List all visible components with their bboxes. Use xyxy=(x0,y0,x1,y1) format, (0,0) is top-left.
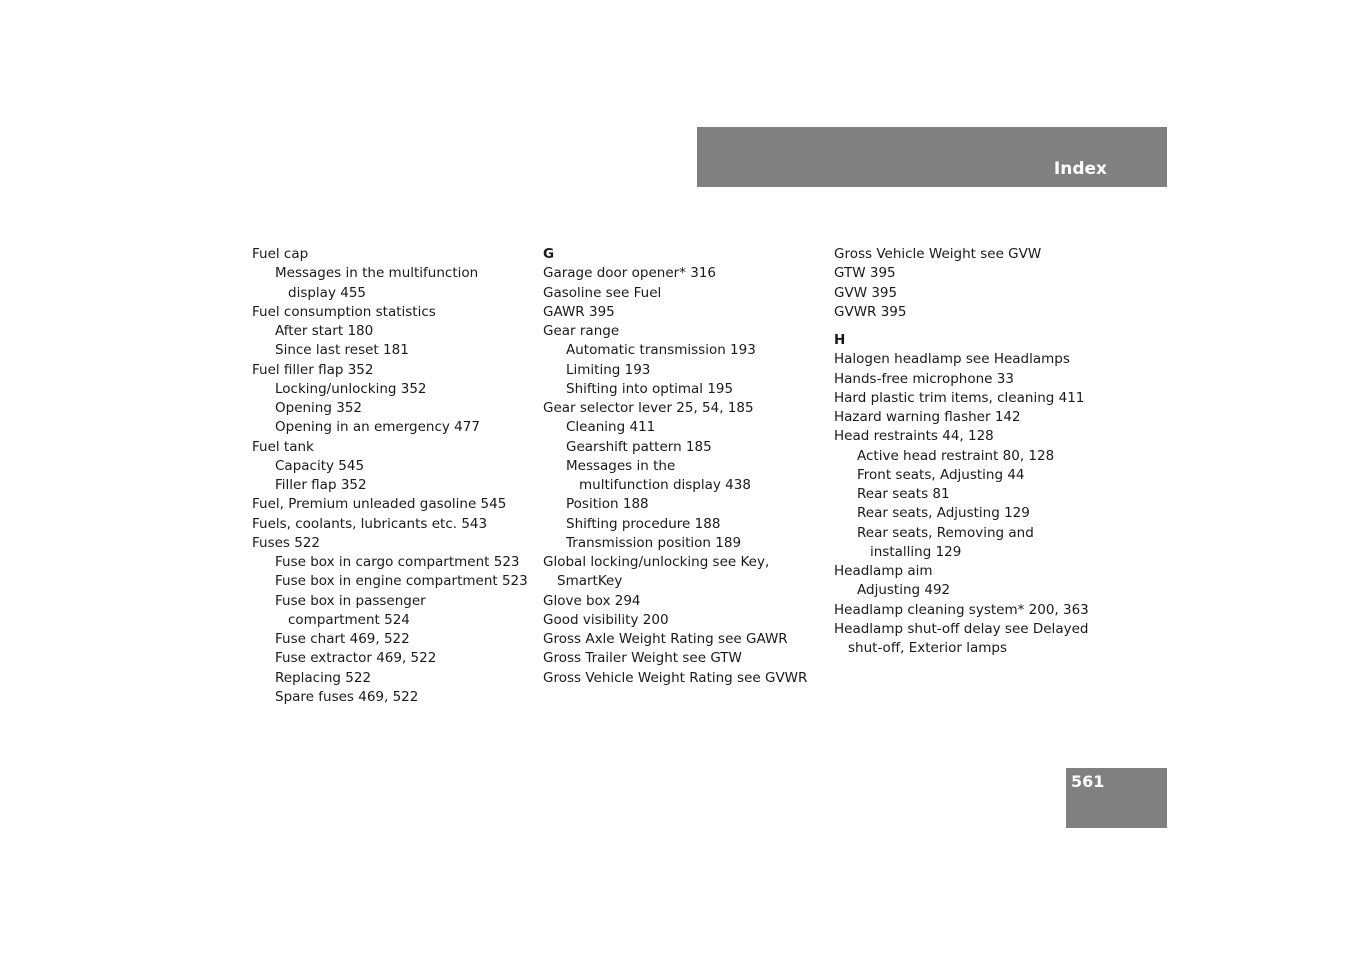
index-subentry: Fuse chart 469, 522 xyxy=(275,631,410,647)
index-entry: Gross Trailer Weight see GTW xyxy=(543,650,742,667)
index-entry: Fuel cap xyxy=(252,246,309,262)
index-subentry: Fuse extractor 469, 522 xyxy=(275,650,437,667)
index-subentry: Active head restraint 80, 128 xyxy=(857,447,1055,464)
index-entry: Gasoline see Fuel xyxy=(543,284,662,301)
index-entry-continuation: shut-off, Exterior lamps xyxy=(848,640,1008,656)
index-entry: Gear range xyxy=(543,323,620,339)
index-entry: Global locking/unlocking see Key, xyxy=(543,554,770,570)
index-subentry: Shifting into optimal 195 xyxy=(566,380,734,397)
index-subentry: Fuse box in engine compartment 523 xyxy=(275,573,528,590)
index-entry: Hands-free microphone 33 xyxy=(834,370,1014,387)
index-subentry: Messages in the multifunction xyxy=(275,265,479,282)
index-subentry: Capacity 545 xyxy=(275,457,365,474)
index-entry: Fuel consumption statistics xyxy=(252,303,436,320)
index-subentry: Shifting procedure 188 xyxy=(566,515,721,532)
index-subentry: Fuse box in passenger xyxy=(275,592,426,609)
index-entry: Headlamp cleaning system* 200, 363 xyxy=(834,601,1089,618)
index-entry: Gross Axle Weight Rating see GAWR xyxy=(543,631,788,647)
index-entry: GVWR 395 xyxy=(834,303,907,320)
index-entry: Gross Vehicle Weight see GVW xyxy=(834,246,1042,262)
index-letter-heading: H xyxy=(834,332,846,348)
index-entry: Fuels, coolants, lubricants etc. 543 xyxy=(252,515,488,532)
index-entry: Halogen headlamp see Headlamps xyxy=(834,351,1070,368)
index-subentry: Position 188 xyxy=(566,496,649,513)
index-entry: Hazard warning flasher 142 xyxy=(834,409,1021,425)
index-subentry-continuation: installing 129 xyxy=(870,543,962,560)
index-entry: GVW 395 xyxy=(834,284,898,301)
index-column-3 xyxy=(834,245,1134,658)
index-subentry: Rear seats 81 xyxy=(857,486,950,502)
index-entry: Fuel filler flap 352 xyxy=(252,361,374,378)
index-column-1 xyxy=(252,245,537,707)
index-entry: Fuses 522 xyxy=(252,534,321,551)
index-subentry: Transmission position 189 xyxy=(566,534,742,551)
index-subentry: Cleaning 411 xyxy=(566,419,656,436)
index-entry: Fuel, Premium unleaded gasoline 545 xyxy=(252,496,507,513)
index-entry: Hard plastic trim items, cleaning 411 xyxy=(834,389,1085,406)
index-subentry: Limiting 193 xyxy=(566,361,651,378)
index-letter-heading: G xyxy=(543,246,555,262)
page-number-box xyxy=(1066,768,1167,828)
index-entry: GTW 395 xyxy=(834,265,896,282)
index-subentry: Gearshift pattern 185 xyxy=(566,438,712,455)
index-entry: Headlamp aim xyxy=(834,563,933,579)
index-subentry: Adjusting 492 xyxy=(857,582,951,599)
index-entry: Gear selector lever 25, 54, 185 xyxy=(543,400,754,416)
index-subentry: After start 180 xyxy=(275,323,374,339)
index-subentry-continuation: multifunction display 438 xyxy=(579,477,751,493)
index-subentry: Locking/unlocking 352 xyxy=(275,380,427,397)
index-subentry: Automatic transmission 193 xyxy=(566,342,756,359)
index-subentry: Rear seats, Removing and xyxy=(857,524,1034,541)
index-subentry: Fuse box in cargo compartment 523 xyxy=(275,554,520,570)
page-title: Index xyxy=(1053,159,1107,179)
index-entry: Good visibility 200 xyxy=(543,611,669,628)
index-subentry-continuation: display 455 xyxy=(288,284,366,301)
index-entry: Head restraints 44, 128 xyxy=(834,428,994,445)
index-entry-continuation: SmartKey xyxy=(557,573,623,590)
index-subentry: Messages in the xyxy=(566,457,676,474)
index-entry: GAWR 395 xyxy=(543,303,615,320)
index-subentry: Filler flap 352 xyxy=(275,477,367,493)
page-number: 561 xyxy=(1071,772,1105,791)
index-subentry: Opening 352 xyxy=(275,400,362,416)
index-entry: Glove box 294 xyxy=(543,592,641,609)
index-subentry: Rear seats, Adjusting 129 xyxy=(857,505,1030,522)
index-column-2 xyxy=(543,245,828,688)
index-subentry: Replacing 522 xyxy=(275,669,372,686)
index-subentry: Spare fuses 469, 522 xyxy=(275,688,419,705)
index-entry: Fuel tank xyxy=(252,438,314,455)
index-subentry-continuation: compartment 524 xyxy=(288,611,410,628)
index-entry: Headlamp shut-off delay see Delayed xyxy=(834,620,1089,637)
index-entry: Garage door opener* 316 xyxy=(543,265,717,282)
index-subentry: Opening in an emergency 477 xyxy=(275,419,480,436)
index-subentry: Since last reset 181 xyxy=(275,342,409,359)
index-entry: Gross Vehicle Weight Rating see GVWR xyxy=(543,669,808,686)
header-band xyxy=(697,127,1167,187)
index-subentry: Front seats, Adjusting 44 xyxy=(857,466,1025,483)
